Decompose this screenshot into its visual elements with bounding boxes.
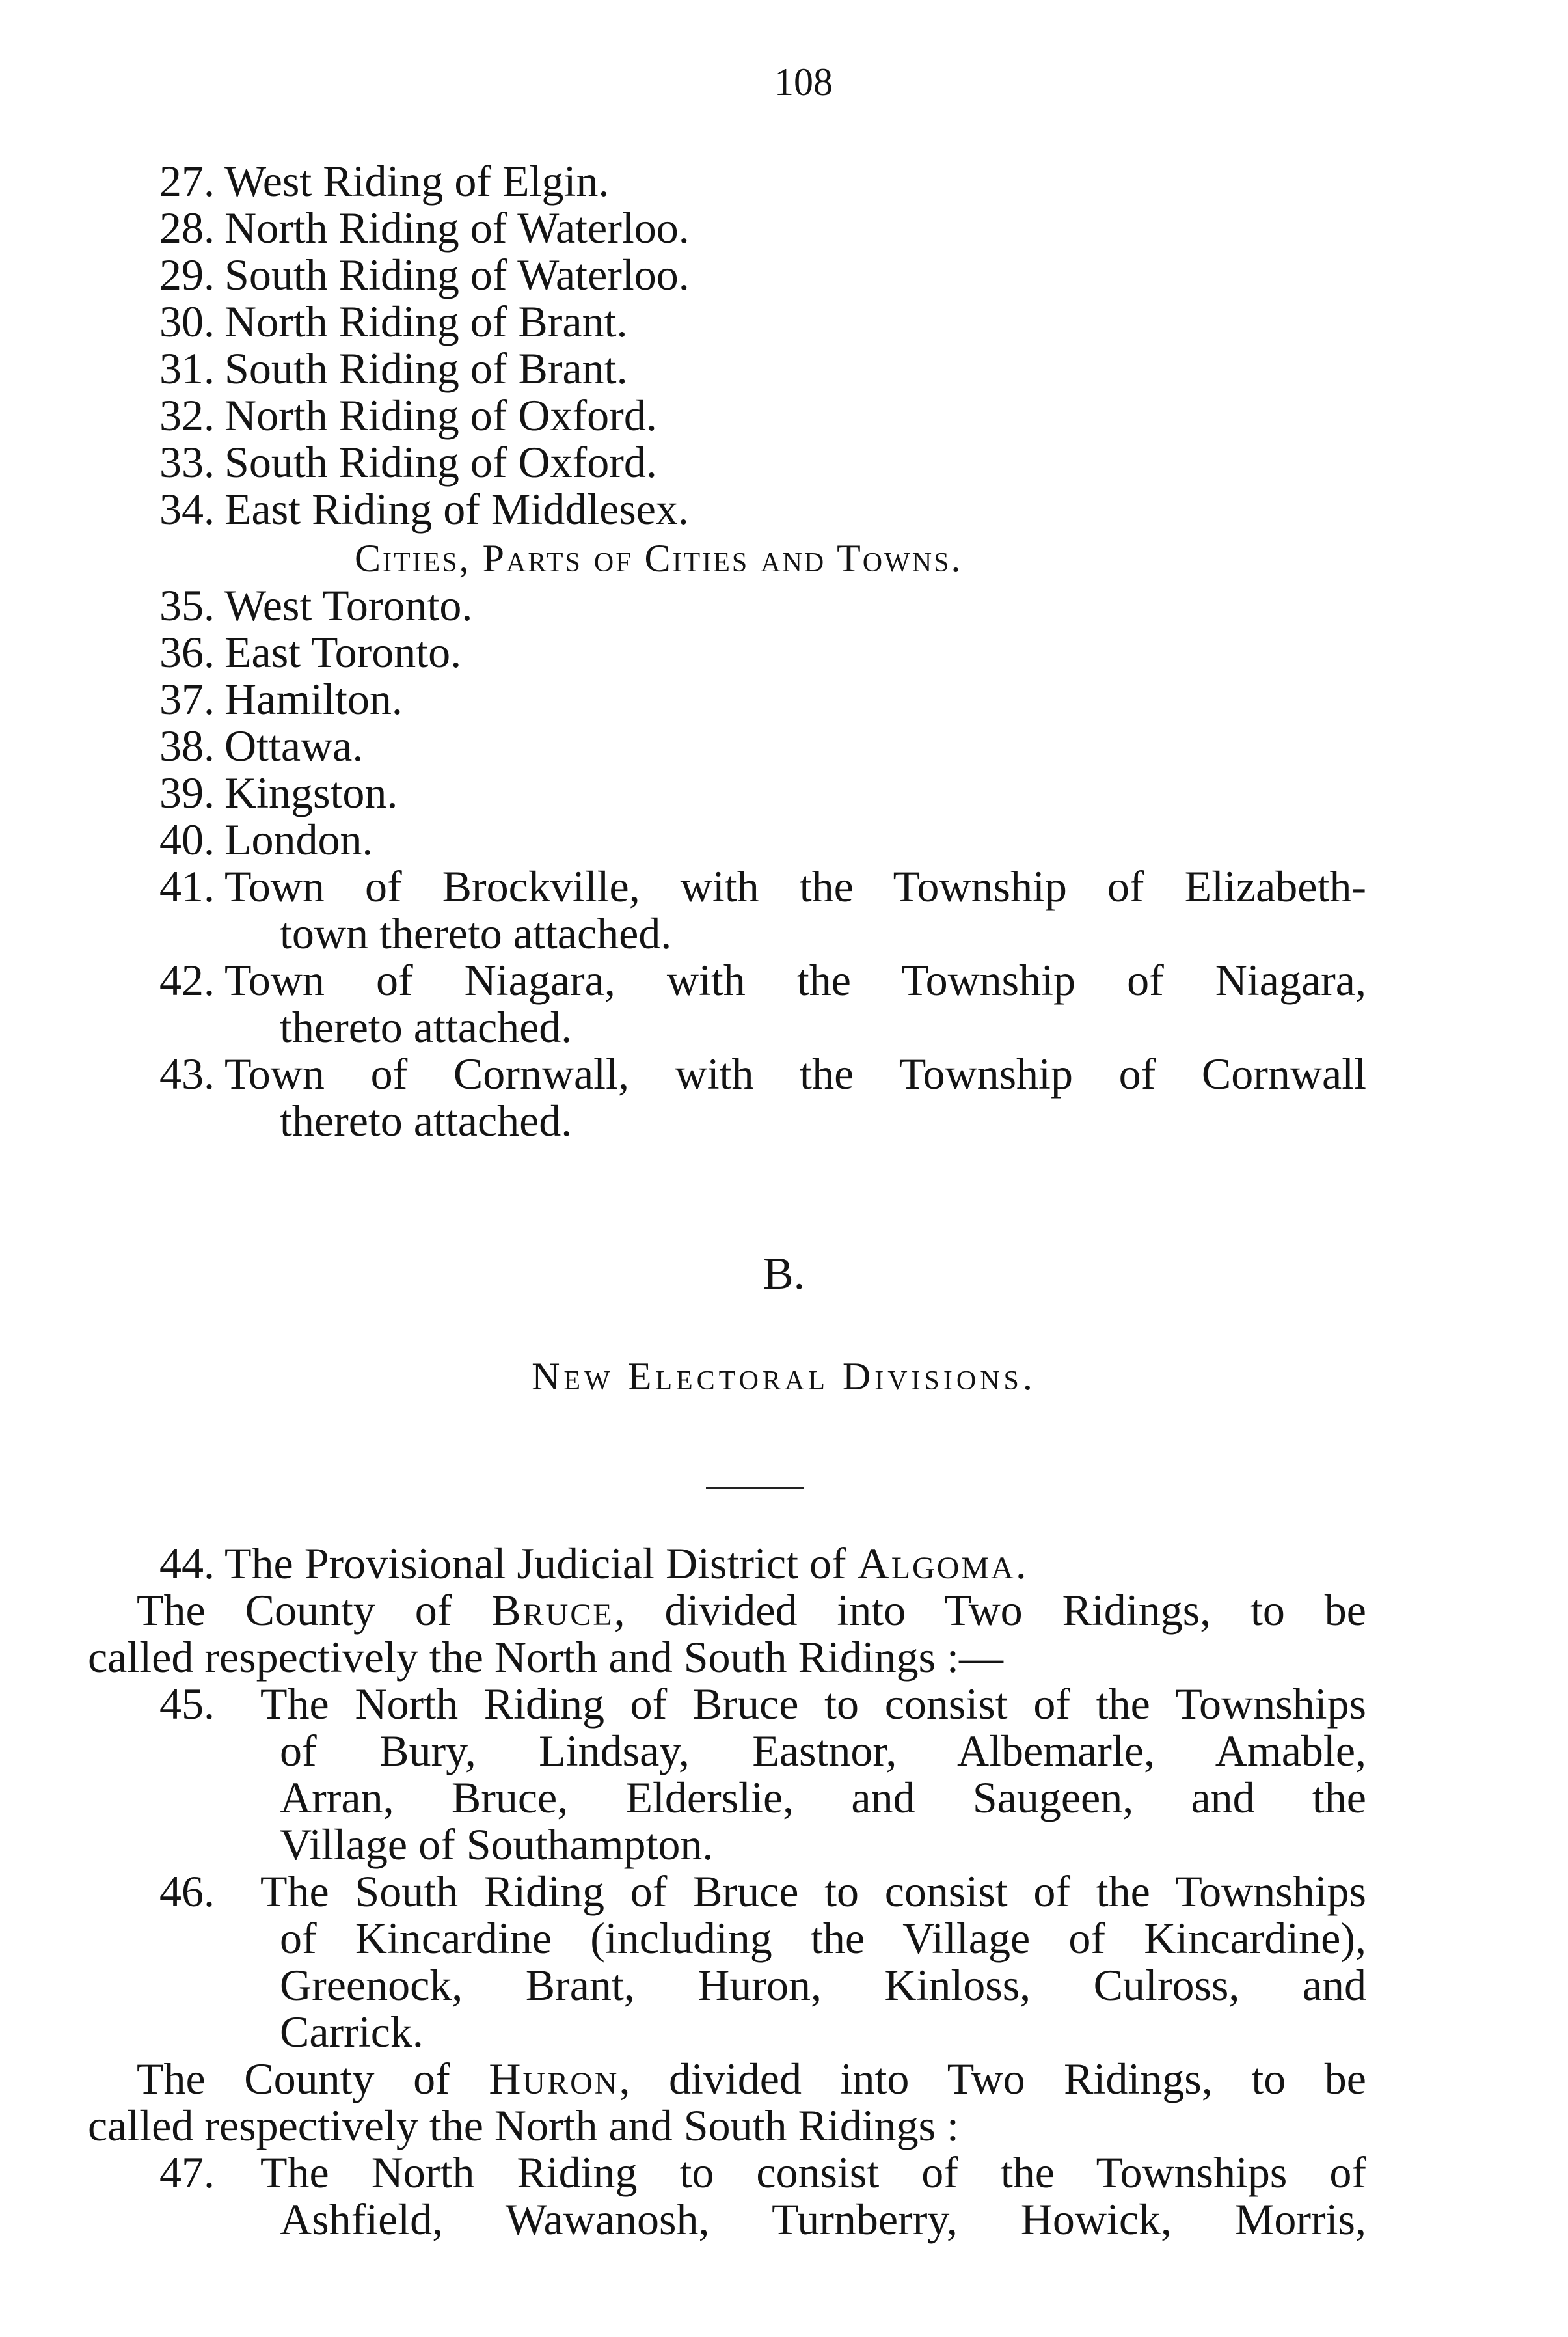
item-text: North Riding of Waterloo. [224,203,690,253]
item-number: 31. [159,344,215,393]
item-text: Hamilton. [224,674,403,724]
item-continuation: thereto attached. [280,1002,573,1052]
cities-heading: Cities, Parts of Cities and Towns. [355,537,963,580]
item-continuation: town thereto attached. [280,909,672,958]
county-paragraph-bruce: The County of Bruce, divided into Two Ridings, to be [137,1585,1366,1635]
item-text: Town of Niagara, with the Township of Niagara, [224,955,1366,1005]
section-letter: B. [763,1249,805,1299]
item-text: South Riding of Brant. [224,344,628,393]
item-number: 38. [159,721,215,771]
item-text: The South Riding of Bruce to consist of the Townships [260,1866,1366,1916]
item-number: 28. [159,203,215,253]
item-text: London. [224,815,373,864]
page-number: 108 [774,61,833,103]
item-text: Kingston. [224,768,398,817]
item-text: Ottawa. [224,721,364,771]
item-number: 32. [159,390,215,440]
item-number: 35. [159,581,215,630]
item-continuation: Village of Southampton. [280,1820,714,1869]
item-text: South Riding of Oxford. [224,437,657,487]
item-number: 27. [159,156,215,206]
item-text: North Riding of Oxford. [224,390,657,440]
item-text: The North Riding of Bruce to consist of the Townships [260,1679,1366,1729]
item-continuation: of Bury, Lindsay, Eastnor, Albemarle, Amable, [280,1726,1366,1775]
item-text: West Riding of Elgin. [224,156,610,206]
county-paragraph-huron: The County of Huron, divided into Two Ridings, to be [137,2054,1366,2103]
item-continuation: thereto attached. [280,1096,573,1145]
item-text: Town of Brockville, with the Township of Elizabeth- [224,862,1366,911]
item-text: South Riding of Waterloo. [224,250,690,299]
item-number: 40. [159,815,215,864]
item-number: 47. [159,2148,215,2197]
item-number: 36. [159,627,215,677]
item-text: East Riding of Middlesex. [224,484,689,534]
item-continuation: Ashfield, Wawanosh, Turnberry, Howick, Morris, [280,2194,1366,2244]
item-number: 29. [159,250,215,299]
item-text: North Riding of Brant. [224,297,628,346]
item-number: 33. [159,437,215,487]
item-number: 34. [159,484,215,534]
item-number: 46. [159,1866,215,1916]
item-text: The North Riding to consist of the Townships of [260,2148,1366,2197]
item-text: East Toronto. [224,627,462,677]
section-divider [706,1487,804,1489]
item-continuation: Greenock, Brant, Huron, Kinloss, Culross, and [280,1960,1366,2010]
item-number: 37. [159,674,215,724]
item-text: The Provisional Judicial District of Algoma. [224,1538,1027,1588]
item-continuation: Arran, Bruce, Elderslie, and Saugeen, and the [280,1773,1366,1822]
item-continuation: Carrick. [280,2007,424,2057]
item-number: 44. [159,1538,215,1588]
item-continuation: of Kincardine (including the Village of Kincardine), [280,1913,1366,1963]
county-paragraph-continuation: called respectively the North and South Ridings :— [88,1632,1003,1682]
section-title: New Electoral Divisions. [532,1355,1036,1398]
county-paragraph-continuation: called respectively the North and South Ridings : [88,2101,959,2150]
item-number: 45. [159,1679,215,1729]
item-number: 43. [159,1049,215,1099]
item-number: 42. [159,955,215,1005]
item-number: 30. [159,297,215,346]
item-text: Town of Cornwall, with the Township of Cornwall [224,1049,1366,1099]
item-number: 41. [159,862,215,911]
item-number: 39. [159,768,215,817]
item-text: West Toronto. [224,581,473,630]
